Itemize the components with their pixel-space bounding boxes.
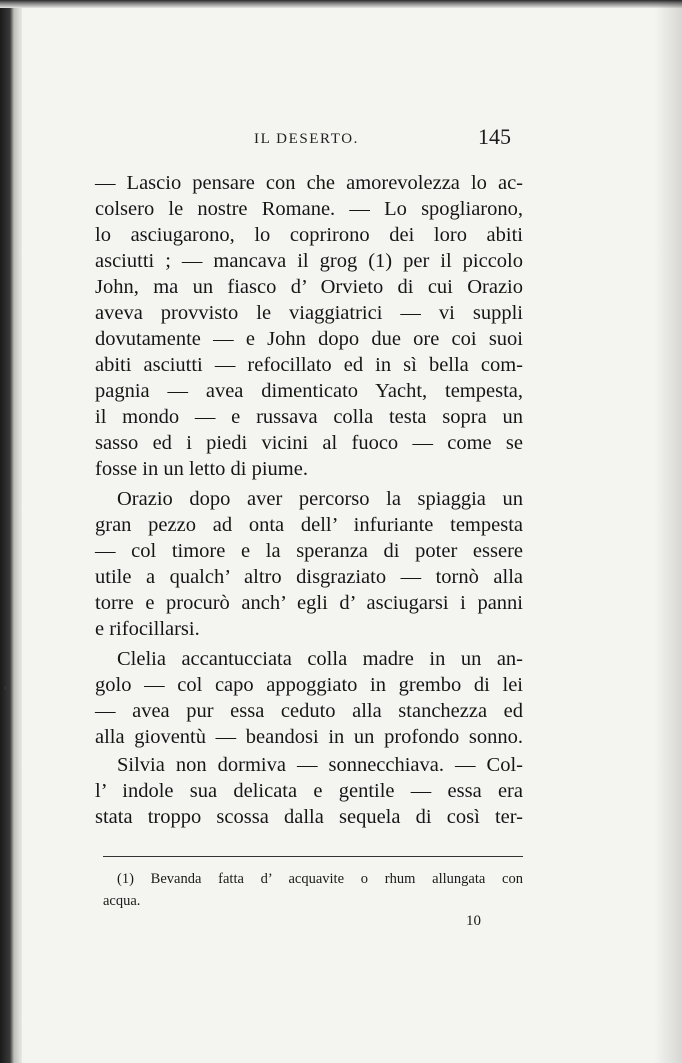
body-line-15: — col timore e la speranza di poter essere	[95, 540, 523, 562]
body-line-25: stata troppo scossa dalla sequela di così ter-	[95, 806, 523, 828]
body-line-21: — avea pur essa ceduto alla stanchezza ed	[95, 700, 523, 722]
body-line-20: golo — col capo appoggiato in grembo di lei	[95, 674, 523, 696]
footnote-line-2: acqua.	[103, 893, 141, 909]
body-line-19: Clelia accantucciata colla madre in un an-	[117, 648, 523, 670]
signature-mark: 10	[466, 913, 481, 929]
body-line-12: fosse in un letto di piume.	[95, 458, 308, 480]
body-line-11: sasso ed i piedi vicini al fuoco — come se	[95, 432, 523, 454]
footnote-rule	[103, 856, 523, 857]
running-title: IL DESERTO.	[254, 131, 360, 147]
body-line-4: asciutti ; — mancava il grog (1) per il piccolo	[95, 250, 523, 272]
page-right-edge	[654, 0, 682, 1063]
body-line-16: utile a qualch’ altro disgraziato — tornò alla	[95, 566, 523, 588]
body-line-8: abiti asciutti — refocillato ed in sì bella com-	[95, 354, 523, 376]
body-line-22: alla gioventù — beandosi in un profondo sonno.	[95, 726, 523, 748]
margin-speck	[4, 686, 8, 690]
body-line-1: — Lascio pensare con che amorevolezza lo ac-	[95, 172, 523, 194]
body-line-24: l’ indole sua delicata e gentile — essa era	[95, 780, 523, 802]
body-line-13: Orazio dopo aver percorso la spiaggia un	[117, 488, 523, 510]
body-line-5: John, ma un fiasco d’ Orvieto di cui Orazio	[95, 276, 523, 298]
body-line-14: gran pezzo ad onta dell’ infuriante tempesta	[95, 514, 523, 536]
body-line-7: dovutamente — e John dopo due ore coi suoi	[95, 328, 523, 350]
body-line-3: lo asciugarono, lo coprirono dei loro abiti	[95, 224, 523, 246]
book-binding-shadow	[0, 0, 22, 1063]
body-line-6: aveva provvisto le viaggiatrici — vi suppli	[95, 302, 523, 324]
page-number: 145	[478, 124, 511, 149]
body-line-2: colsero le nostre Romane. — Lo spogliarono,	[95, 198, 523, 220]
body-line-10: il mondo — e russava colla testa sopra un	[95, 406, 523, 428]
body-line-18: e rifocillarsi.	[95, 618, 200, 640]
page-top-edge	[0, 0, 682, 8]
body-line-9: pagnia — avea dimenticato Yacht, tempesta,	[95, 380, 523, 402]
body-line-23: Silvia non dormiva — sonnecchiava. — Col-	[117, 754, 523, 776]
footnote-line-1: (1) Bevanda fatta d’ acquavite o rhum allungata con	[117, 871, 523, 887]
body-line-17: torre e procurò anch’ egli d’ asciugarsi i panni	[95, 592, 523, 614]
